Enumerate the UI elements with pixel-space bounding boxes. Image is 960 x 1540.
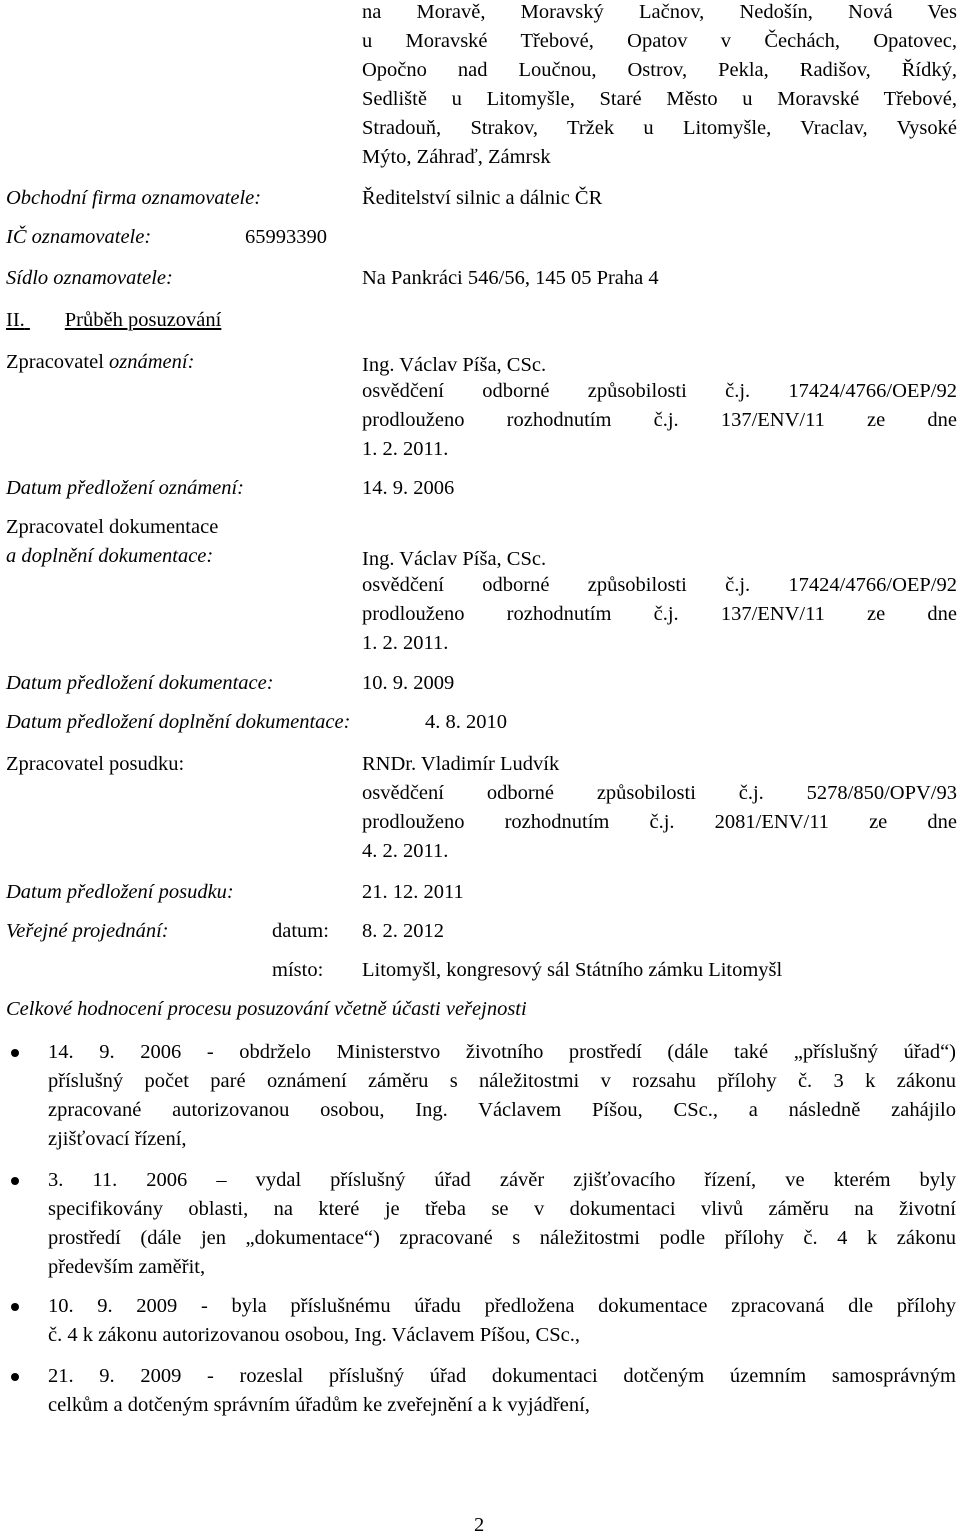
places-line: na Moravě, Moravský Lačnov, Nedošín, Nová Ves (362, 1, 957, 23)
supplement-date-value: 4. 8. 2010 (425, 711, 507, 733)
places-line: Stradouň, Strakov, Tržek u Litomyšle, Vraclav, Vysoké (362, 117, 957, 139)
notification-processor-info (362, 351, 957, 464)
notifier-ic-value: 65993390 (245, 226, 327, 248)
bullet-line: především zaměřit, (48, 1256, 206, 1278)
bullet-icon (11, 1303, 19, 1311)
review-cert-line: 4. 2. 2011. (362, 840, 449, 862)
bullet-line: zjišťovací řízení, (48, 1128, 187, 1150)
review-date-label: Datum předložení posudku: (6, 881, 234, 903)
bullet-line: prostředí (dále jen „dokumentace“) zpracované s náležitostmi podle přílohy č. 4 k zákonu (48, 1227, 956, 1249)
documentation-date-value: 10. 9. 2009 (362, 672, 455, 694)
documentation-cert-line: 1. 2. 2011. (362, 632, 449, 654)
review-processor-info (362, 750, 957, 866)
places-line: Opočno nad Loučnou, Ostrov, Pekla, Radišov, Řídký, (362, 59, 957, 81)
documentation-date-label: Datum předložení dokumentace: (6, 672, 274, 694)
places-line: Sedliště u Litomyšle, Staré Město u Moravské Třebové, (362, 88, 957, 110)
review-date-value: 21. 12. 2011 (362, 881, 464, 903)
bullet-line: 21. 9. 2009 - rozeslal příslušný úřad dokumentaci dotčeným územním samosprávným (48, 1365, 956, 1387)
public-hearing-place-value: Litomyšl, kongresový sál Státního zámku Litomyšl (362, 959, 783, 981)
public-hearing-date-label: datum: (272, 920, 329, 942)
documentation-cert-line: osvědčení odborné způsobilosti č.j. 17424/4766/OEP/92 (362, 574, 957, 596)
places-line: Mýto, Záhraď, Zámrsk (362, 146, 551, 168)
notifier-seat-value: Na Pankráci 546/56, 145 05 Praha 4 (362, 267, 659, 289)
review-processor-name: RNDr. Vladimír Ludvík (362, 753, 560, 775)
supplement-date-label: Datum předložení doplnění dokumentace: (6, 711, 351, 733)
section-title: Průběh posuzování (64, 309, 222, 331)
bullet-line: 14. 9. 2006 - obdrželo Ministerstvo životního prostředí (dále také „příslušný úřad“) (48, 1041, 956, 1063)
notifier-firm-value: Ředitelství silnic a dálnic ČR (362, 187, 603, 209)
places-line: u Moravské Třebové, Opatov v Čechách, Opatovec, (362, 30, 957, 52)
overall-heading: Celkové hodnocení procesu posuzování včetně účasti veřejnosti (6, 998, 527, 1020)
bullet-line: celkům a dotčeným správním úřadům ke zveřejnění a k vyjádření, (48, 1394, 590, 1416)
review-cert-line: osvědčení odborné způsobilosti č.j. 5278/850/OPV/93 (362, 782, 957, 804)
public-hearing-place-label: místo: (272, 959, 324, 981)
review-processor-label: Zpracovatel posudku: (6, 753, 185, 775)
bullet-line: zpracované autorizovanou osobou, Ing. Václavem Píšou, CSc., a následně zahájilo (48, 1099, 956, 1121)
places-list (362, 0, 957, 172)
public-hearing-date-value: 8. 2. 2012 (362, 920, 444, 942)
documentation-processor-name: Ing. Václav Píša, CSc. (362, 548, 547, 570)
notification-processor-name: Ing. Václav Píša, CSc. (362, 354, 547, 376)
bullet-line: specifikovány oblasti, na které je třeba se v dokumentaci vlivů záměru na životní (48, 1198, 956, 1220)
bullet-icon (11, 1373, 19, 1381)
notifier-seat-label: Sídlo oznamovatele: (6, 267, 173, 289)
notification-cert-line: osvědčení odborné způsobilosti č.j. 17424/4766/OEP/92 (362, 380, 957, 402)
section-number: II. (6, 309, 25, 331)
bullet-icon (11, 1177, 19, 1185)
bullet-line: 3. 11. 2006 – vydal příslušný úřad závěr zjišťovacího řízení, ve kterém byly (48, 1169, 956, 1191)
documentation-processor-info (362, 545, 957, 658)
public-hearing-label: Veřejné projednání: (6, 920, 169, 942)
notification-cert-line: 1. 2. 2011. (362, 438, 449, 460)
review-cert-line: prodlouženo rozhodnutím č.j. 2081/ENV/11 ze dne (362, 811, 957, 833)
bullet-line: č. 4 k zákonu autorizovanou osobou, Ing. Václavem Píšou, CSc., (48, 1324, 580, 1346)
bullet-line: 10. 9. 2009 - byla příslušnému úřadu předložena dokumentace zpracovaná dle přílohy (48, 1295, 956, 1317)
notification-cert-line: prodlouženo rozhodnutím č.j. 137/ENV/11 ze dne (362, 409, 957, 431)
notification-date-label: Datum předložení oznámení: (6, 477, 245, 499)
documentation-processor-label: Zpracovatel dokumentace a doplnění dokumentace: (6, 516, 219, 567)
notifier-ic-label: IČ oznamovatele: (6, 226, 152, 248)
section-heading (6, 306, 221, 335)
documentation-cert-line: prodlouženo rozhodnutím č.j. 137/ENV/11 ze dne (362, 603, 957, 625)
notifier-firm-label: Obchodní firma oznamovatele: (6, 187, 262, 209)
bullet-icon (11, 1049, 19, 1057)
notification-date-value: 14. 9. 2006 (362, 477, 455, 499)
page-number: 2 (474, 1514, 485, 1536)
notification-processor-label: Zpracovatel oznámení: (6, 351, 195, 373)
bullet-line: příslušný počet paré oznámení záměru s náležitostmi v rozsahu přílohy č. 3 k zákonu (48, 1070, 956, 1092)
